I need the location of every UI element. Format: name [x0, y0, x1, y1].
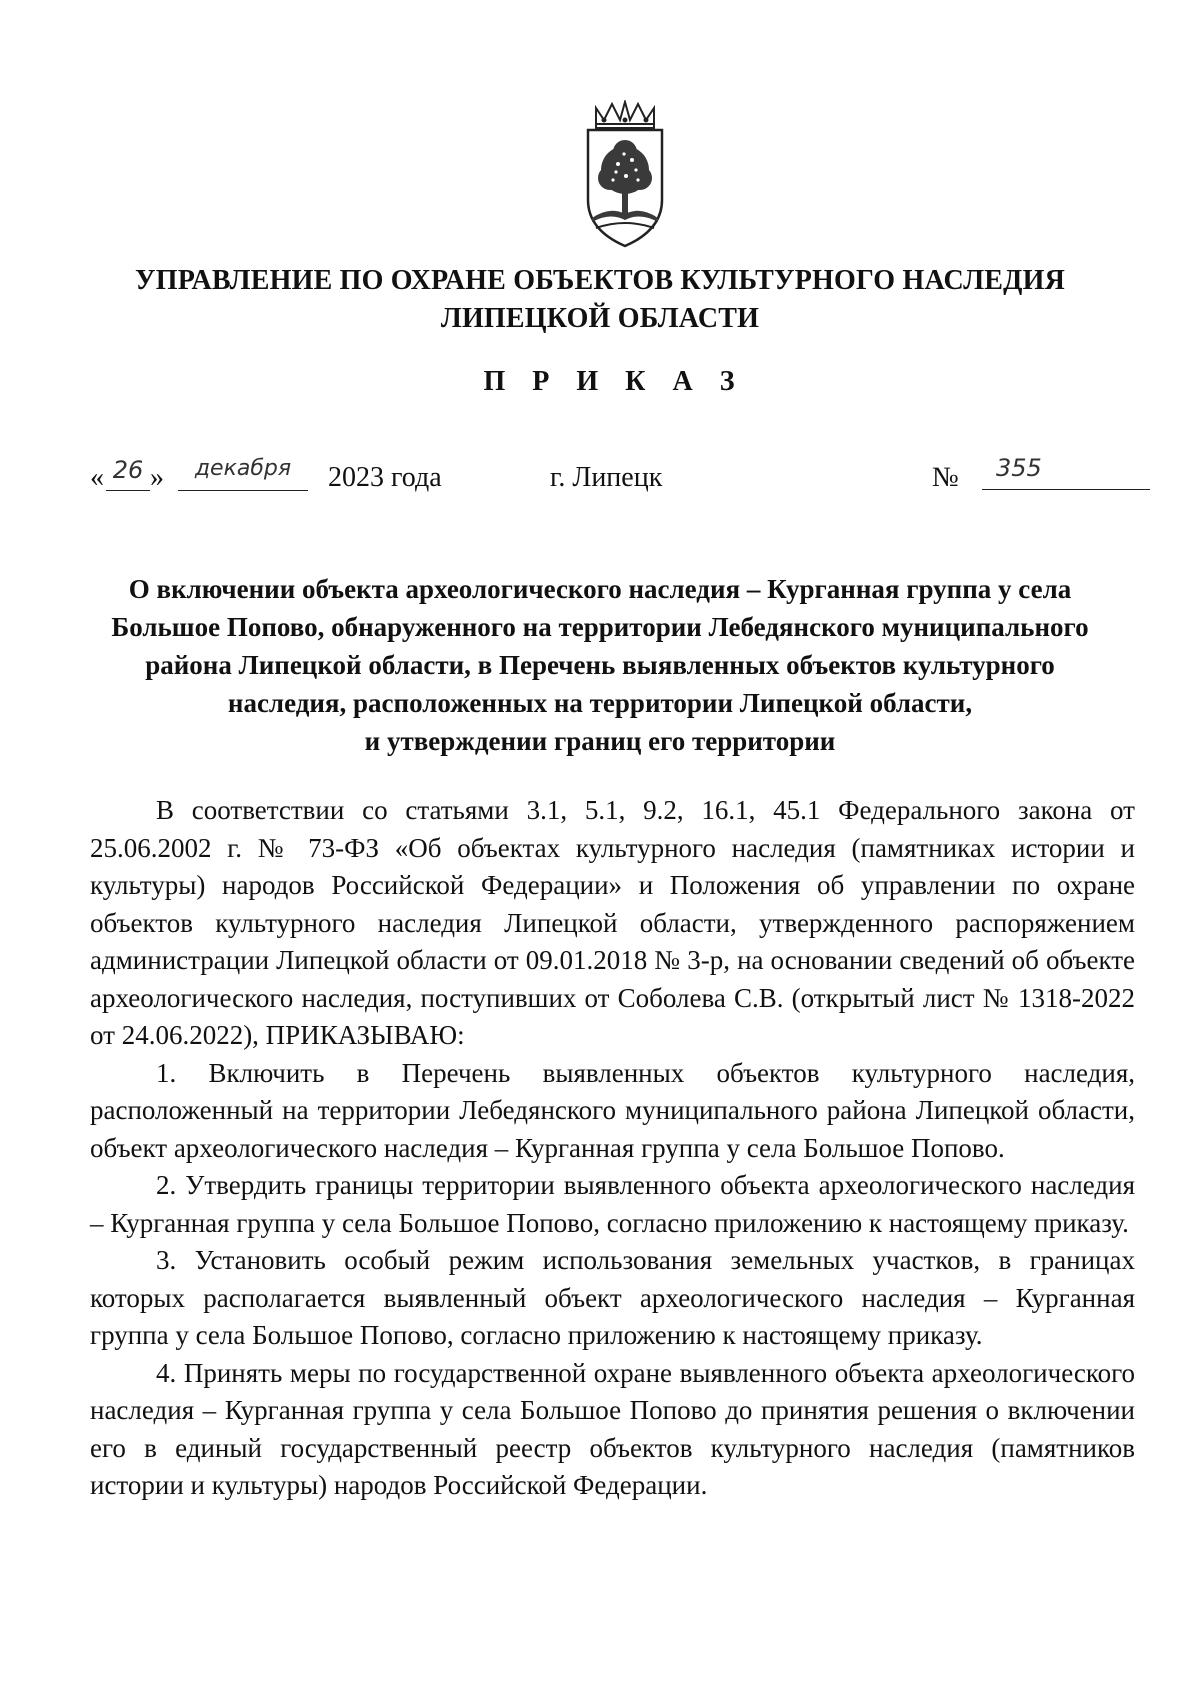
number-sign: № — [932, 462, 959, 493]
subject-line: района Липецкой области, в Перечень выявленных объектов культурного — [145, 650, 1055, 680]
document-type: П Р И К А З — [483, 366, 745, 397]
order-item-4: 4. Принять меры по государственной охране выявленного объекта археологического наследия – Курганная группа у села Большое Попово до принятия решения о включении его в единый государственный реестр объектов культурного наследия (памятников истории и культуры) народов Российской Федерации. — [90, 1357, 1135, 1500]
order-item-3: 3. Установить особый режим использования земельных участков, в границах которых располагается выявленный объект археологического наследия – Курганная группа у села Большое Попово, согласно приложению к настоящему приказу. — [90, 1245, 1135, 1350]
document-city: г. Липецк — [550, 462, 663, 493]
subject-line: наследия, расположенных на территории Липецкой области, — [227, 688, 973, 718]
subject-line: Большое Попово, обнаруженного на территории Лебедянского муниципального — [111, 612, 1089, 642]
handwritten-month: декабря — [178, 456, 308, 491]
subject-line: О включении объекта археологического наследия – Курганная группа у села — [128, 574, 1072, 604]
preamble-paragraph: В соответствии со статьями 3.1, 5.1, 9.2, 16.1, 45.1 Федерального закона от 25.06.2002 г. № 73-ФЗ «Об объектах культурного наследия (памятниках истории и культуры) народов Российской Федерации» и Положения об управлении по охране объектов культурного наследия Липецкой области, утвержденного распоряжением администрации Липецкой области от 09.01.2018 № 3-р, на основании сведений об объекте археологического наследия, поступивших от Соболева С.В. (открытый лист № 1318-2022 от 24.06.2022), ПРИКАЗЫВАЮ: — [90, 795, 1135, 1050]
quote-open: « — [90, 462, 104, 493]
subject-line: и утверждении границ его территории — [364, 726, 836, 756]
handwritten-document-number: 355 — [982, 454, 1150, 490]
order-item-2: 2. Утвердить границы территории выявленного объекта археологического наследия – Курганная группа у села Большое Попово, согласно приложению к настоящему приказу. — [90, 1170, 1135, 1238]
document-year: 2023 года — [328, 462, 442, 493]
order-item-1: 1. Включить в Перечень выявленных объектов культурного наследия, расположенный на территории Лебедянского муниципального района Липецкой области, объект археологического наследия – Курганная группа у села Большое Попово. — [90, 1057, 1135, 1163]
handwritten-day: 26 — [106, 456, 150, 491]
organization-title-line: УПРАВЛЕНИЕ ПО ОХРАНЕ ОБЪЕКТОВ КУЛЬТУРНОГО НАСЛЕДИЯ — [135, 265, 1065, 296]
quote-close: » — [150, 462, 164, 493]
document-subject — [90, 570, 1110, 760]
organization-title-line: ЛИПЕЦКОЙ ОБЛАСТИ — [440, 303, 760, 334]
date-place-number-line — [90, 454, 1150, 502]
organization-title — [90, 262, 1110, 338]
lipetsk-coat-of-arms-icon — [580, 100, 670, 250]
document-body — [90, 792, 1135, 1505]
